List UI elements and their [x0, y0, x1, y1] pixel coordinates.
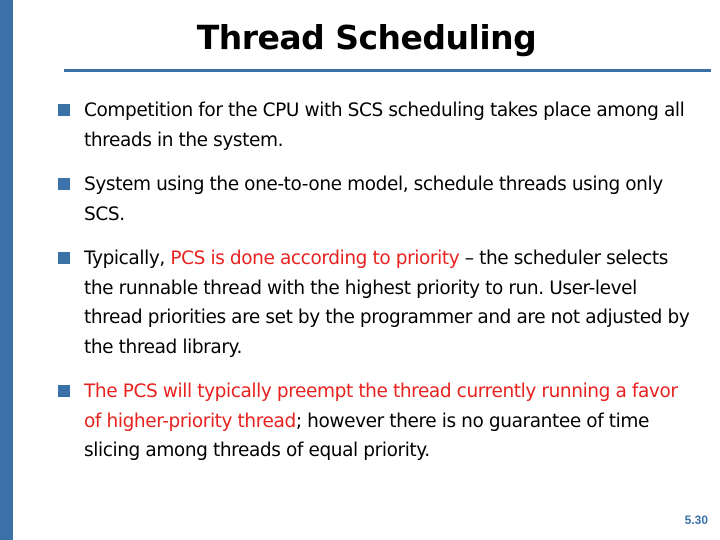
- bullet-item: [58, 377, 698, 466]
- bullet-list: [58, 96, 698, 481]
- bullet-text-suffix: ; however there is no guarantee of time slicing among threads of equal priority.: [84, 410, 649, 461]
- slide-title: Thread Scheduling: [196, 18, 537, 57]
- bullet-text-prefix: Typically,: [84, 248, 171, 269]
- bullet-highlight: PCS is done according to priority: [170, 248, 460, 269]
- bullet-text: Competition for the CPU with SCS scheduling takes place among all threads in the system.: [84, 100, 685, 151]
- square-bullet-icon: [58, 178, 70, 190]
- square-bullet-icon: [58, 385, 70, 397]
- bullet-item: [58, 170, 698, 229]
- title-underline: [64, 69, 711, 72]
- bullet-text: System using the one-to-one model, schedule threads using only SCS.: [84, 174, 663, 225]
- bullet-item: [58, 244, 698, 362]
- square-bullet-icon: [58, 104, 70, 116]
- left-accent-bar: [0, 0, 13, 540]
- slide-number: 5.30: [684, 513, 708, 527]
- square-bullet-icon: [58, 252, 70, 264]
- bullet-text-suffix: – the scheduler selects the runnable thread with the highest priority to run. User-level thread priorities are set by the programmer and are not adjusted by the thread library.: [84, 248, 690, 358]
- bullet-highlight: The PCS will typically preempt the thread currently running a favor of higher-priority thread: [84, 381, 678, 432]
- bullet-item: [58, 96, 698, 155]
